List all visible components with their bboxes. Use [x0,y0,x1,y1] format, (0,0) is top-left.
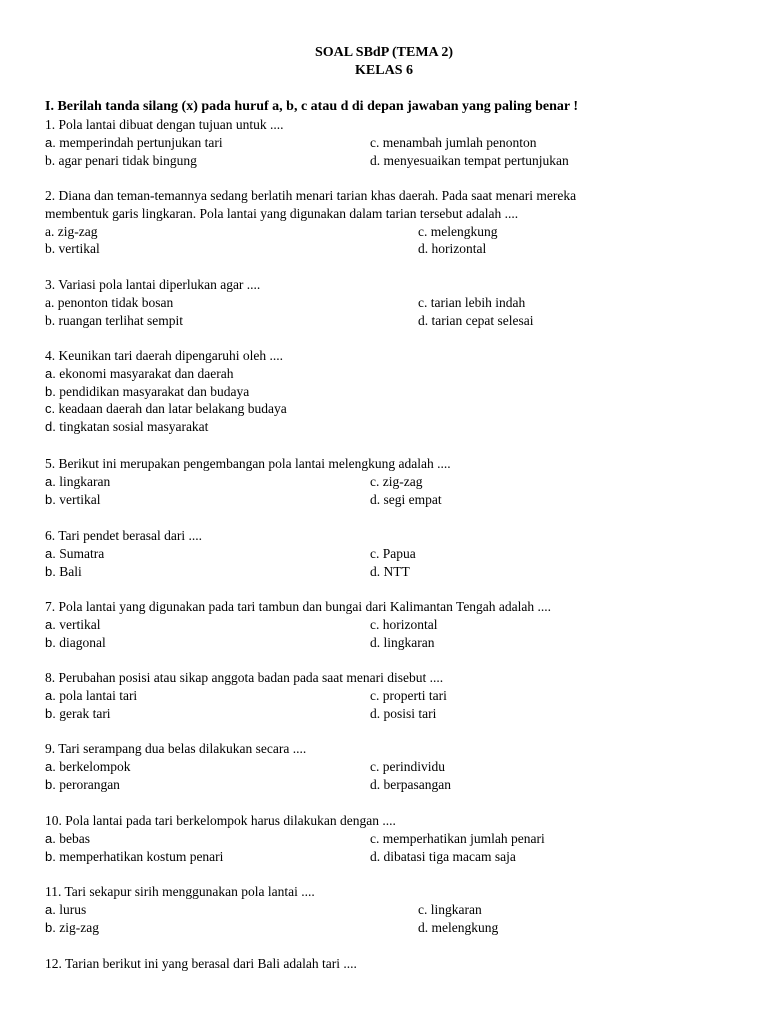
option-text: vertikal [59,616,101,632]
option-label: d. [370,776,381,792]
option-label: b. [45,919,56,935]
option-label: a. [45,758,56,774]
option-text: diagonal [59,634,106,650]
question-text: 5. Berikut ini merupakan pengembangan pola lantai melengkung adalah .... [45,456,451,471]
question-3 [45,276,735,329]
question-text: 9. Tari serampang dua belas dilakukan secara .... [45,741,307,756]
option-label: c. [418,294,428,310]
option-text: ruangan terlihat sempit [58,312,183,328]
option-label: d. [370,705,381,721]
option-label: c. [370,687,380,703]
option-a[interactable] [45,473,370,491]
option-text: Bali [59,563,82,579]
option-d[interactable] [45,418,735,436]
option-c[interactable] [418,294,525,312]
option-text: tarian lebih indah [430,294,526,310]
option-label: c. [45,401,56,417]
option-label: d. [418,312,429,328]
option-b[interactable] [45,152,370,170]
option-row [45,830,735,848]
option-b[interactable] [45,312,418,330]
option-label: c. [418,223,428,239]
option-d[interactable] [370,491,442,509]
question-10 [45,812,735,865]
option-row [45,563,735,581]
option-row [45,705,735,723]
option-d[interactable] [370,634,434,652]
option-row [45,634,735,652]
option-label: b. [45,634,56,650]
option-text: lingkaran [430,901,482,917]
option-d[interactable] [370,776,451,794]
option-b[interactable] [45,919,418,937]
question-text: 12. Tarian berikut ini yang berasal dari Bali adalah tari .... [45,956,357,971]
option-label: a. [45,545,56,561]
option-d[interactable] [370,705,436,723]
worksheet-title: SOAL SBdP (TEMA 2) [314,45,454,60]
option-label: d. [370,491,381,507]
option-text: Papua [382,545,416,561]
option-text: properti tari [382,687,447,703]
option-label: d. [370,634,381,650]
option-a[interactable] [45,223,418,241]
question-text: 7. Pola lantai yang digunakan pada tari tambun dan bungai dari Kalimantan Tengah adalah .... [45,599,552,614]
option-label: a. [45,473,56,489]
option-row [45,152,735,170]
option-b[interactable] [45,240,418,258]
option-c[interactable] [370,473,422,491]
option-label: a. [45,134,56,150]
option-label: c. [370,134,380,150]
option-text: Sumatra [59,545,105,561]
option-label: a. [45,830,56,846]
option-b[interactable] [45,848,370,866]
option-text: dibatasi tiga macam saja [383,848,516,864]
option-a[interactable] [45,616,370,634]
option-label: c. [370,473,380,489]
option-label: c. [370,616,380,632]
option-label: b. [45,312,56,328]
option-text: vertikal [59,491,101,507]
option-text: berpasangan [383,776,451,792]
option-text: NTT [383,563,410,579]
option-c[interactable] [370,616,437,634]
option-text: melengkung [431,919,499,935]
option-text: tingkatan sosial masyarakat [59,419,209,435]
option-label: d. [370,848,381,864]
question-4 [45,347,735,436]
question-5 [45,455,735,508]
option-text: tarian cepat selesai [431,312,534,328]
option-a[interactable] [45,294,418,312]
option-label: b. [45,241,56,257]
option-c[interactable] [370,830,545,848]
option-a[interactable] [45,830,370,848]
question-2 [45,187,735,258]
option-label: a. [45,687,56,703]
question-text: 2. Diana dan teman-temannya sedang berlatih menari tarian khas daerah. Pada saat menari mereka [45,188,577,203]
option-text: segi empat [383,491,442,507]
option-text: ekonomi masyarakat dan daerah [59,365,234,381]
option-row [45,687,735,705]
option-row [45,776,735,794]
option-label: c. [418,901,428,917]
option-row [45,240,735,258]
option-c[interactable] [418,901,482,919]
option-label: c. [370,758,380,774]
option-label: b. [45,563,56,579]
option-row [45,919,735,937]
option-text: lurus [59,901,87,917]
option-b[interactable] [45,776,370,794]
option-row [45,616,735,634]
option-c[interactable] [370,134,536,152]
option-text: melengkung [430,223,498,239]
option-text: memperindah pertunjukan tari [59,134,223,150]
option-row [45,294,735,312]
option-text: posisi tari [383,705,437,721]
option-row [45,312,735,330]
option-b[interactable] [45,491,370,509]
option-d[interactable] [370,152,569,170]
question-text: 8. Perubahan posisi atau sikap anggota badan pada saat menari disebut .... [45,670,444,685]
option-c[interactable] [418,223,498,241]
option-text: berkelompok [59,758,131,774]
question-11 [45,883,735,936]
option-text: lingkaran [383,634,435,650]
question-text: 11. Tari sekapur sirih menggunakan pola lantai .... [45,884,315,899]
option-row [45,901,735,919]
option-text: menambah jumlah penonton [382,134,537,150]
option-d[interactable] [418,240,486,258]
option-text: memperhatikan jumlah penari [382,830,545,846]
option-c[interactable] [370,758,445,776]
instruction: I. Berilah tanda silang (x) pada huruf a, b, c atau d di depan jawaban yang paling benar ! [45,99,579,114]
question-1 [45,116,735,169]
option-text: perorangan [59,776,120,792]
option-text: horizontal [431,241,487,257]
question-text: 6. Tari pendet berasal dari .... [45,528,202,543]
option-b[interactable] [45,563,370,581]
question-6 [45,527,735,580]
option-b[interactable] [45,634,370,652]
option-a[interactable] [45,758,370,776]
question-text-line-2: membentuk garis lingkaran. Pola lantai yang digunakan dalam tarian tersebut adalah .... [45,205,519,221]
option-b[interactable] [45,705,370,723]
option-label: a. [45,294,55,310]
option-row [45,223,735,241]
option-text: penonton tidak bosan [57,294,174,310]
option-label: d. [370,563,381,579]
option-a[interactable] [45,687,370,705]
option-a[interactable] [45,365,735,383]
option-label: b. [45,705,56,721]
option-label: a. [45,901,56,917]
option-label: d. [418,241,429,257]
option-text: perindividu [382,758,445,774]
option-label: a. [45,223,55,239]
option-c[interactable] [370,545,416,563]
option-text: bebas [59,830,90,846]
option-a[interactable] [45,901,418,919]
option-d[interactable] [418,919,498,937]
option-a[interactable] [45,134,370,152]
option-text: menyesuaikan tempat pertunjukan [383,152,569,168]
option-d[interactable] [370,563,410,581]
option-row [45,545,735,563]
option-text: horizontal [382,616,438,632]
option-text: zig-zag [57,223,98,239]
option-a[interactable] [45,545,370,563]
option-text: memperhatikan kostum penari [59,848,224,864]
option-text: pola lantai tari [59,687,138,703]
option-row [45,473,735,491]
option-label: b. [45,776,56,792]
option-row [45,134,735,152]
option-text: pendidikan masyarakat dan budaya [59,383,250,399]
option-label: a. [45,365,56,381]
option-c[interactable] [370,687,447,705]
option-label: a. [45,616,56,632]
question-text: 4. Keunikan tari daerah dipengaruhi oleh .... [45,348,284,363]
option-d[interactable] [370,848,516,866]
option-label: b. [45,152,56,168]
option-label: d. [370,152,381,168]
option-row [45,848,735,866]
question-text: 1. Pola lantai dibuat dengan tujuan untuk .... [45,117,284,132]
option-d[interactable] [418,312,533,330]
option-label: c. [370,545,380,561]
question-9 [45,740,735,793]
option-label: c. [370,830,380,846]
option-b[interactable] [45,383,735,401]
option-label: d. [418,919,429,935]
option-text: keadaan daerah dan latar belakang budaya [58,401,287,417]
question-text: 10. Pola lantai pada tari berkelompok harus dilakukan dengan .... [45,813,396,828]
option-text: vertikal [58,241,100,257]
option-text: zig-zag [382,473,423,489]
option-c[interactable] [45,400,735,418]
option-row [45,491,735,509]
option-label: b. [45,491,56,507]
option-label: d. [45,419,56,435]
question-text: 3. Variasi pola lantai diperlukan agar .... [45,277,261,292]
question-7 [45,598,735,651]
question-12 [45,955,735,973]
option-label: b. [45,848,56,864]
question-8 [45,669,735,722]
option-text: lingkaran [59,473,111,489]
option-row [45,758,735,776]
option-text: zig-zag [59,919,99,935]
class-label: KELAS 6 [355,63,413,78]
option-label: b. [45,383,56,399]
option-text: gerak tari [59,705,111,721]
option-text: agar penari tidak bingung [58,152,197,168]
